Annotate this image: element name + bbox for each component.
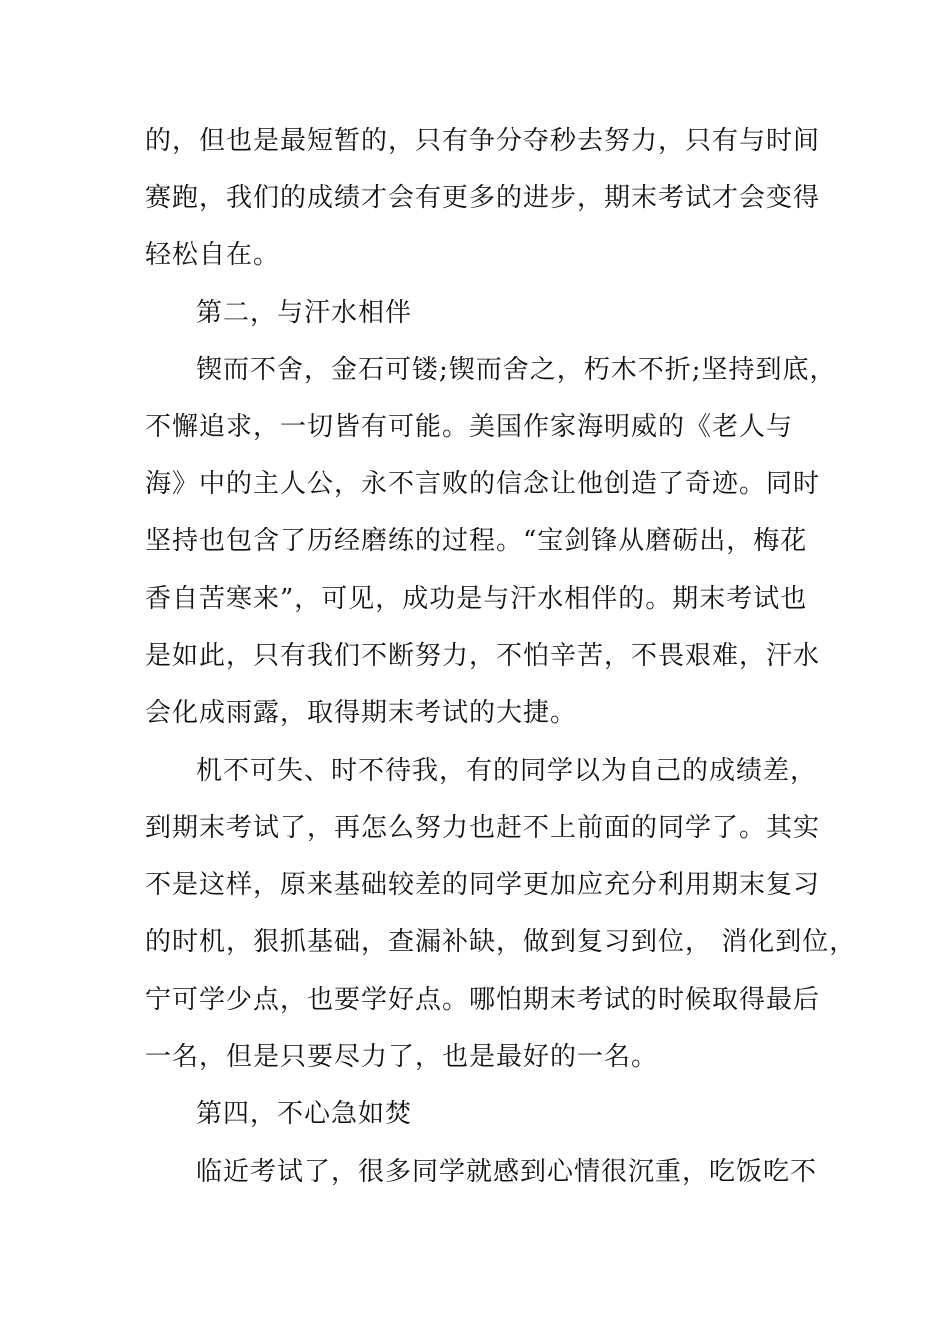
section-heading: 第四，不心急如焚 (196, 1099, 413, 1129)
text-line: 到期末考试了，再怎么努力也赶不上前面的同学了。其实 (145, 813, 821, 843)
text-line: 赛跑，我们的成绩才会有更多的进步，期末考试才会变得 (145, 183, 821, 213)
text-line: 不是这样，原来基础较差的同学更加应充分利用期末复习 (145, 870, 821, 900)
text-line: 锲而不舍，金石可镂;锲而舍之，朽木不折;坚持到底， (196, 355, 837, 385)
text-line: 宁可学少点，也要学好点。哪怕期末考试的时候取得最后 (145, 985, 821, 1015)
text-line: 坚持也包含了历经磨练的过程。“宝剑锋从磨砺出，梅花 (145, 526, 808, 556)
text-line: 香自苦寒来”，可见，成功是与汗水相伴的。期末考试也 (145, 584, 808, 614)
text-line: 的时机，狠抓基础，查漏补缺，做到复习到位， 消化到位， (145, 927, 857, 957)
text-line: 不懈追求，一切皆有可能。美国作家海明威的《老人与 (145, 412, 794, 442)
text-line: 一名，但是只要尽力了，也是最好的一名。 (145, 1042, 659, 1072)
text-line: 轻松自在。 (145, 240, 281, 270)
text-line: 机不可失、时不待我，有的同学以为自己的成绩差， (196, 756, 818, 786)
text-line: 海》中的主人公，永不言败的信念让他创造了奇迹。同时 (145, 469, 821, 499)
text-line: 临近考试了，很多同学就感到心情很沉重，吃饭吃不 (196, 1157, 818, 1187)
text-line: 的，但也是最短暂的，只有争分夺秒去努力，只有与时间 (145, 126, 821, 156)
text-line: 是如此，只有我们不断努力，不怕辛苦，不畏艰难，汗水 (145, 641, 821, 671)
section-heading: 第二，与汗水相伴 (196, 298, 413, 328)
text-line: 会化成雨露，取得期末考试的大捷。 (145, 698, 578, 728)
